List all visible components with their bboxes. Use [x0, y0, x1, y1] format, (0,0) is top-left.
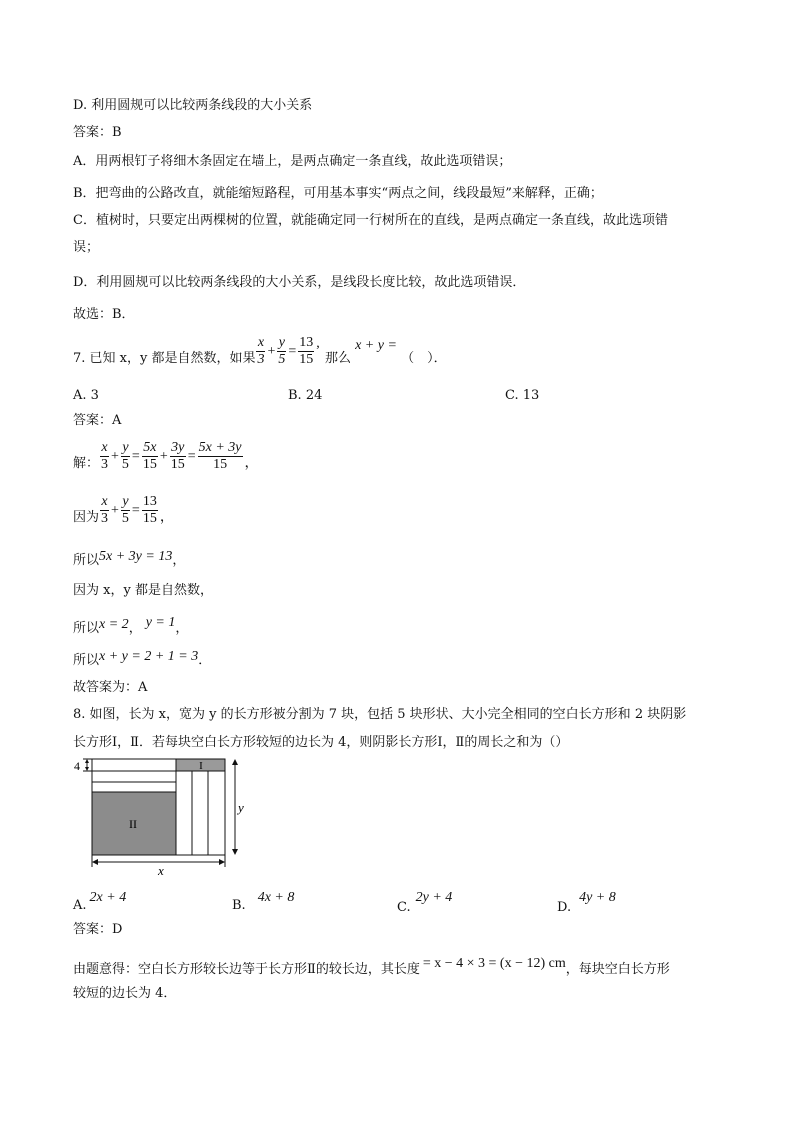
- question-8-line2: 长方形Ⅰ，Ⅱ．若每块空白长方形较短的边长为 4，则阴影长方形Ⅰ，Ⅱ的周长之和为（）: [73, 735, 569, 750]
- frac-5x-over-15: $\frac{5x}{15}$: [142, 440, 157, 472]
- solution-line-4: 因为 x，y 都是自然数，: [73, 583, 213, 598]
- q8-option-c: [397, 889, 452, 917]
- frac-3y-over-15: $\frac{3y}{15}$: [170, 440, 185, 472]
- frac-y-over-5: $\frac{y}{5}$: [121, 494, 129, 526]
- option-expr: 4x + 8: [257, 890, 295, 905]
- arrow-head: [85, 767, 89, 771]
- label-ii: II: [129, 817, 137, 831]
- frac-13-over-15: $\frac{13}{15}$: [142, 494, 157, 526]
- arrow-head: [92, 859, 98, 865]
- solution-line-2: 因为 $\frac{x}{3}$ + $\frac{y}{5}$ = $\frac{13}{15}$ ，: [73, 494, 174, 526]
- option-label: C.: [397, 900, 411, 915]
- option-expr: 2y + 4: [415, 890, 453, 905]
- final-answer: 故答案为：A: [73, 680, 148, 695]
- question-7: 7. 已知 x，y 都是自然数，如果 $\frac{x}{3}$ + $\frac{y}{5}$ = $\frac{13}{15}$ , 那么 x + y = （ ）．: [73, 335, 447, 367]
- answer-label: 答案：B: [73, 125, 122, 140]
- sol-jie: 解：: [73, 456, 100, 471]
- explanation-c-line2: 误；: [73, 240, 100, 255]
- sol-yinwei: 因为: [73, 510, 100, 525]
- q7-prefix: 7. 已知 x，y 都是自然数，如果: [73, 351, 256, 366]
- arrow-head: [85, 759, 89, 763]
- equation-x: x = 2: [99, 617, 129, 632]
- frac-13-over-15: $\frac{13}{15}$: [299, 335, 314, 367]
- explanation-d: D．利用圆规可以比较两条线段的大小关系，是线段长度比较，故此选项错误．: [73, 275, 526, 290]
- arrow-head: [232, 759, 238, 765]
- equation-xy: x + y = 2 + 1 = 3: [99, 649, 199, 664]
- q7-option-c: C. 13: [505, 388, 540, 403]
- frac-x-over-3: $\frac{x}{3}$: [101, 440, 109, 472]
- question-8-line1: 8. 如图，长为 x，宽为 y 的长方形被分割为 7 块，包括 5 块形状、大小完全相同的空白长方形和 2 块阴影: [73, 707, 687, 722]
- option-expr: 4y + 8: [579, 890, 616, 905]
- frac-x-over-3: $\frac{x}{3}$: [257, 335, 265, 367]
- sol-suoyi: 所以: [73, 621, 100, 636]
- choose-answer: 故选：B．: [73, 307, 135, 322]
- q8-option-d: [557, 889, 616, 917]
- q8-option-a: [73, 889, 126, 915]
- option-expr: 2x + 4: [89, 890, 127, 905]
- option-label: A.: [73, 898, 87, 913]
- sol-suoyi: 所以: [73, 553, 100, 568]
- frac-y-over-5: $\frac{y}{5}$: [121, 440, 129, 472]
- label-x: x: [158, 863, 164, 878]
- equation-5x-3y: 5x + 3y = 13: [99, 549, 173, 564]
- solution-line-5: 所以x = 2， y = 1，: [73, 615, 189, 636]
- solution-8-line1: [73, 955, 670, 979]
- q7-sum: x + y =: [355, 338, 397, 353]
- answer-label-7: 答案：A: [73, 413, 122, 428]
- option-label: B.: [232, 898, 246, 913]
- sol-suoyi: 所以: [73, 653, 100, 668]
- solution-8-line2: 较短的边长为 4．: [73, 986, 177, 1001]
- option-d-text: D. 利用圆规可以比较两条线段的大小关系: [73, 98, 313, 113]
- label-i: I: [199, 760, 203, 772]
- equation-y: y = 1: [145, 615, 176, 630]
- answer-label-8: 答案：D: [73, 922, 123, 937]
- solution-line-6: 所以x + y = 2 + 1 = 3．: [73, 649, 212, 668]
- q7-then: 那么: [324, 351, 351, 366]
- explanation-b: B．把弯曲的公路改直，就能缩短路程，可用基本事实“两点之间，线段最短”来解释，正确；: [73, 186, 603, 201]
- solution-line-3: 所以5x + 3y = 13，: [73, 549, 186, 568]
- q7-paren: （ ）．: [401, 351, 447, 366]
- frac-x-over-3: $\frac{x}{3}$: [101, 494, 109, 526]
- solution-text: 由题意得：空白长方形较长边等于长方形Ⅱ的较长边，其长度: [73, 962, 420, 977]
- explanation-a: A．用两根钉子将细木条固定在墙上，是两点确定一条直线，故此选项错误；: [73, 154, 512, 169]
- arrow-head: [232, 849, 238, 855]
- label-y: y: [238, 800, 244, 815]
- q8-option-b: [232, 889, 294, 915]
- q7-option-a: A. 3: [73, 388, 99, 403]
- rectangle-figure: [70, 754, 260, 880]
- q7-option-b: B. 24: [288, 388, 323, 403]
- option-label: D.: [557, 900, 572, 915]
- label-4: 4: [74, 759, 80, 773]
- solution-equation: = x − 4 × 3 = (x − 12) cm: [422, 956, 566, 971]
- arrow-head: [219, 859, 225, 865]
- solution-line-1: 解： $\frac{x}{3}$ + $\frac{y}{5}$ = $\frac{5x}{15}$ + $\frac{3y}{15}$ = $\frac{5x + 3y}{15}$ ，: [73, 440, 259, 472]
- frac-y-over-5: $\frac{y}{5}$: [278, 335, 286, 367]
- solution-text: ，每块空白长方形: [565, 962, 670, 977]
- explanation-c-line1: C．植树时，只要定出两棵树的位置，就能确定同一行树所在的直线，是两点确定一条直线，故此选项错: [73, 213, 668, 228]
- frac-sum-over-15: $\frac{5x + 3y}{15}$: [198, 440, 242, 472]
